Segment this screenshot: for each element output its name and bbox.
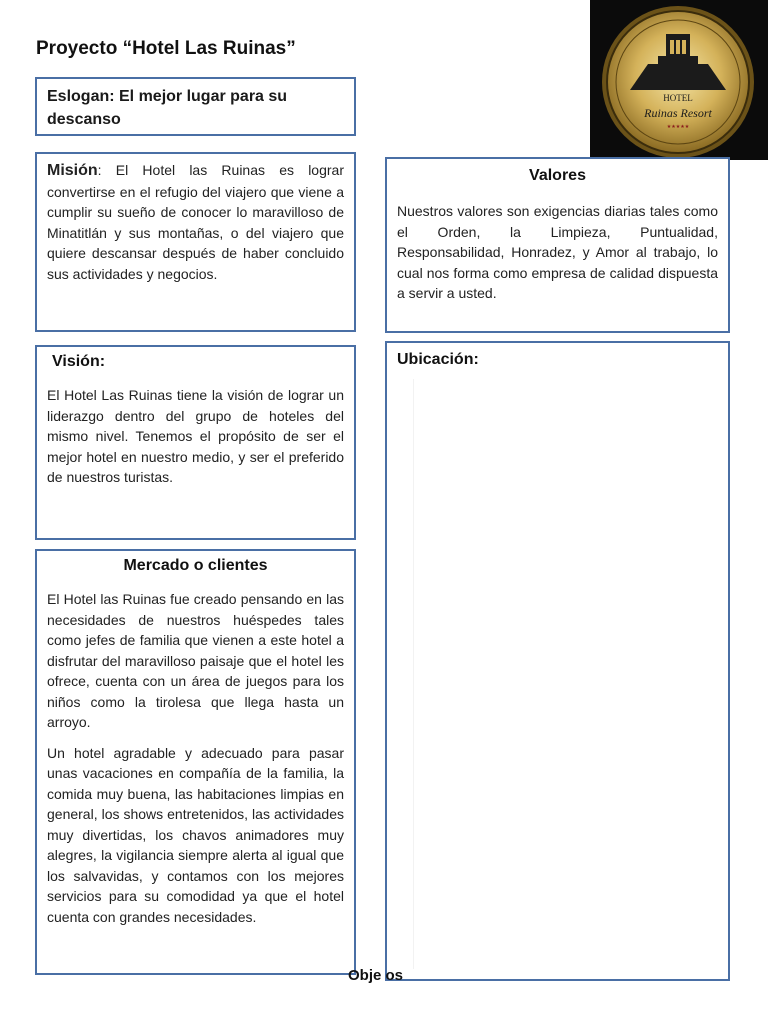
footer-fragment: Obje os: [348, 967, 404, 984]
vision-heading: Visión:: [52, 353, 106, 370]
mercado-box: [35, 549, 356, 975]
mision-box: [35, 152, 356, 332]
logo-hotel-text: HOTEL: [663, 93, 693, 103]
slogan-box: [35, 77, 356, 136]
ubicacion-heading: Ubicación:: [397, 351, 479, 368]
mercado-paragraph-1: El Hotel las Ruinas fue creado pensando en las necesidades de nuestros huéspedes tales como jefes de familia que vienen a este hotel a disfrutar del maravilloso paisaje que el hotel les ofrece, cuenta con un área de juegos para los niños como la tirolesa que llega hasta un arroyo.: [47, 591, 344, 730]
logo-stars: ★★★★★: [666, 124, 690, 130]
mision-paragraph: [47, 160, 344, 284]
valores-box: [385, 157, 730, 333]
ubicacion-box: [385, 341, 730, 981]
mision-label: Misión: [47, 162, 98, 179]
mercado-paragraph-2: Un hotel agradable y adecuado para pasar unas vacaciones en compañía de la familia, la comida muy buena, las habitaciones limpias en general, los shows entretenidos, las actividades muy divertidas, los chavos animadores muy alegres, la vigilancia siempre alerta al igual que los salvavidas, y contamos con los mejores servicios para su comodidad ya que el hotel cuenta con grandes necesidades.: [47, 744, 344, 925]
ubicacion-placeholder-line: [413, 379, 414, 969]
document-title: Proyecto “Hotel Las Ruinas”: [36, 38, 296, 59]
hotel-logo: [590, 0, 768, 160]
vision-text: El Hotel Las Ruinas tiene la visión de lograr un liderazgo dentro del grupo de hoteles del mismo nivel. Tenemos el propósito de ser el mejor hotel en nuestro medio, y ser el preferido de nuestros turistas.: [47, 387, 344, 485]
vision-box: [35, 345, 356, 540]
slogan-text: Eslogan: El mejor lugar para su descanso: [47, 88, 288, 128]
logo-emblem: [590, 0, 768, 160]
mercado-heading: Mercado o clientes: [123, 557, 268, 574]
logo-script-text: Ruinas Resort: [644, 106, 712, 120]
mision-text: : El Hotel las Ruinas es lograr convertirse en el refugio del viajero que viene a cumplir su sueño de conocer lo maravilloso de Minatitlán y sus montañas, o del viajero que quiere descansar después de haber concluido sus actividades y negocios.: [47, 162, 344, 282]
valores-heading: Valores: [529, 167, 586, 184]
valores-text: Nuestros valores son exigencias diarias tales como el Orden, la Limpieza, Puntualidad, Responsabilidad, Honradez, y Amor al trabajo, lo cual nos forma como empresa de calidad dispuesta a servir a usted.: [397, 203, 718, 301]
